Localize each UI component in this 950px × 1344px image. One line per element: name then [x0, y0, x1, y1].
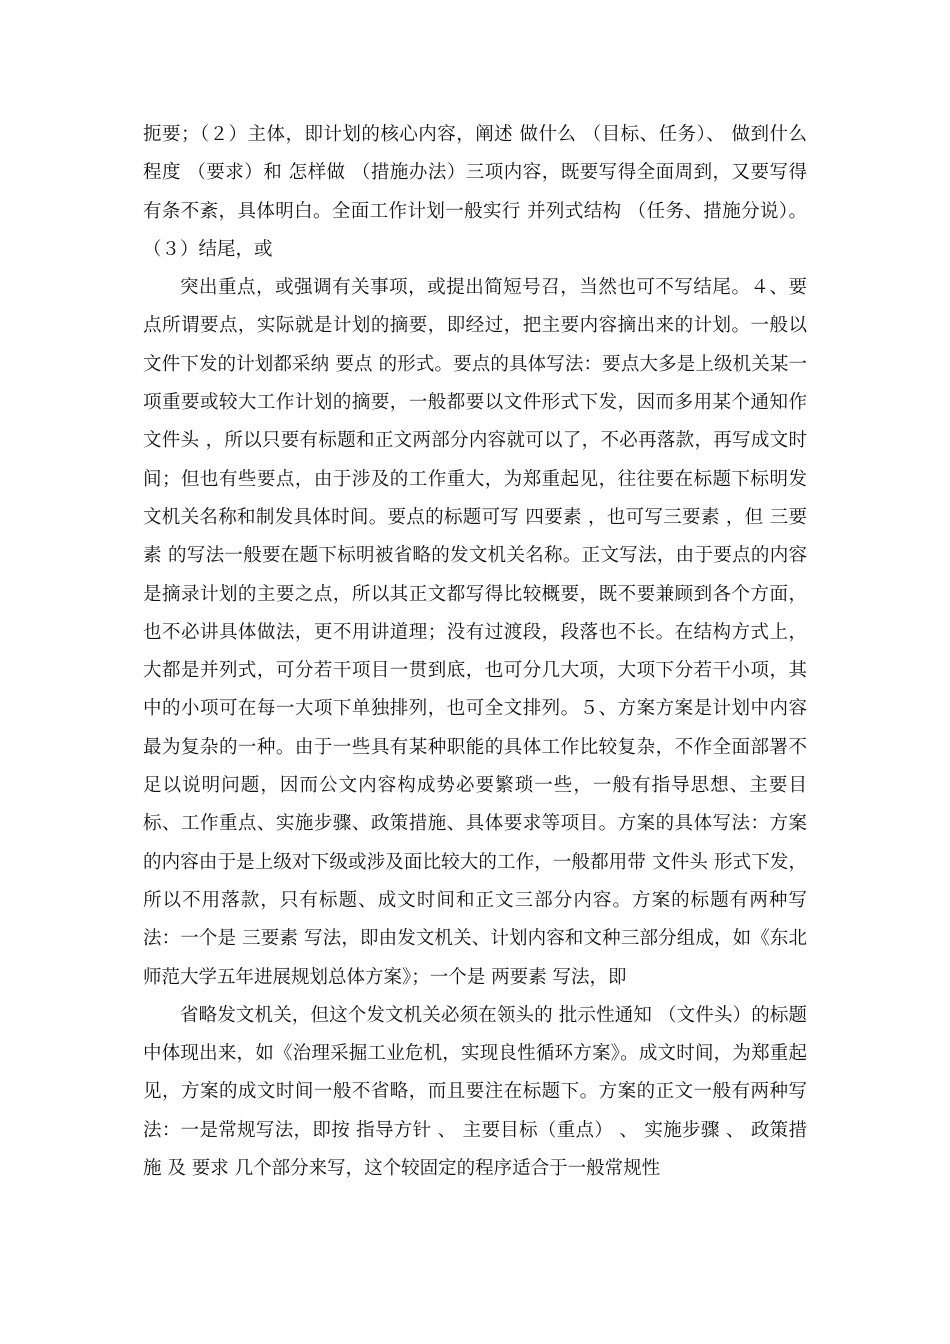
- paragraph-2: 突出重点，或强调有关事项，或提出简短号召，当然也可不写结尾。４、要点所谓要点，实际就是计划的摘要，即经过，把主要内容摘出来的计划。一般以文件下发的计划都采纳 要点 的形式。要点的具体写法：要点大多是上级机关某一项重要或较大工作计划的摘要，一般都要以文件形式下发，因而多用某个通知作 文件头 ，所以只要有标题和正文两部分内容就可以了，不必再落款，再写成文时间；但也有些要点，由于涉及的工作重大，为郑重起见，往往要在标题下标明发文机关名称和制发具体时间。要点的标题可写 四要素 ，也可写三要素 ，但 三要素 的写法一般要在题下标明被省略的发文机关名称。正文写法，由于要点的内容是摘录计划的主要之点，所以其正文都写得比较概要，既不要兼顾到各个方面，也不必讲具体做法，更不用讲道理；没有过渡段，段落也不长。在结构方式上，大都是并列式，可分若干项目一贯到底，也可分几大项，大项下分若干小项，其中的小项可在每一大项下单独排列，也可全文排列。５、方案方案是计划中内容最为复杂的一种。由于一些具有某种职能的具体工作比较复杂，不作全面部署不足以说明问题，因而公文内容构成势必要繁琐一些，一般有指导思想、主要目标、工作重点、实施步骤、政策措施、具体要求等项目。方案的具体写法：方案的内容由于是上级对下级或涉及面比较大的工作，一般都用带 文件头 形式下发，所以不用落款，只有标题、成文时间和正文三部分内容。方案的标题有两种写法：一个是 三要素 写法，即由发文机关、计划内容和文种三部分组成，如《东北师范大学五年进展规划总体方案》；一个是 两要素 写法，即: [143, 277, 807, 988]
- document-body: [143, 116, 807, 1188]
- paragraph-3: 省略发文机关，但这个发文机关必须在领头的 批示性通知 （文件头）的标题中体现出来，如《治理采掘工业危机，实现良性循环方案》。成文时间，为郑重起见，方案的成文时间一般不省略，而且要注在标题下。方案的正文一般有两种写法：一是常规写法，即按 指导方针 、 主要目标（重点） 、 实施步骤 、 政策措施 及 要求 几个部分来写，这个较固定的程序适合于一般常规性: [143, 1004, 807, 1180]
- paragraph-1: 扼要；（２）主体，即计划的核心内容，阐述 做什么 （目标、任务）、 做到什么程度 （要求）和 怎样做 （措施办法）三项内容，既要写得全面周到，又要写得有条不紊，具体明白。全面工作计划一般实行 并列式结构 （任务、措施分说）。（３）结尾，或: [143, 124, 807, 260]
